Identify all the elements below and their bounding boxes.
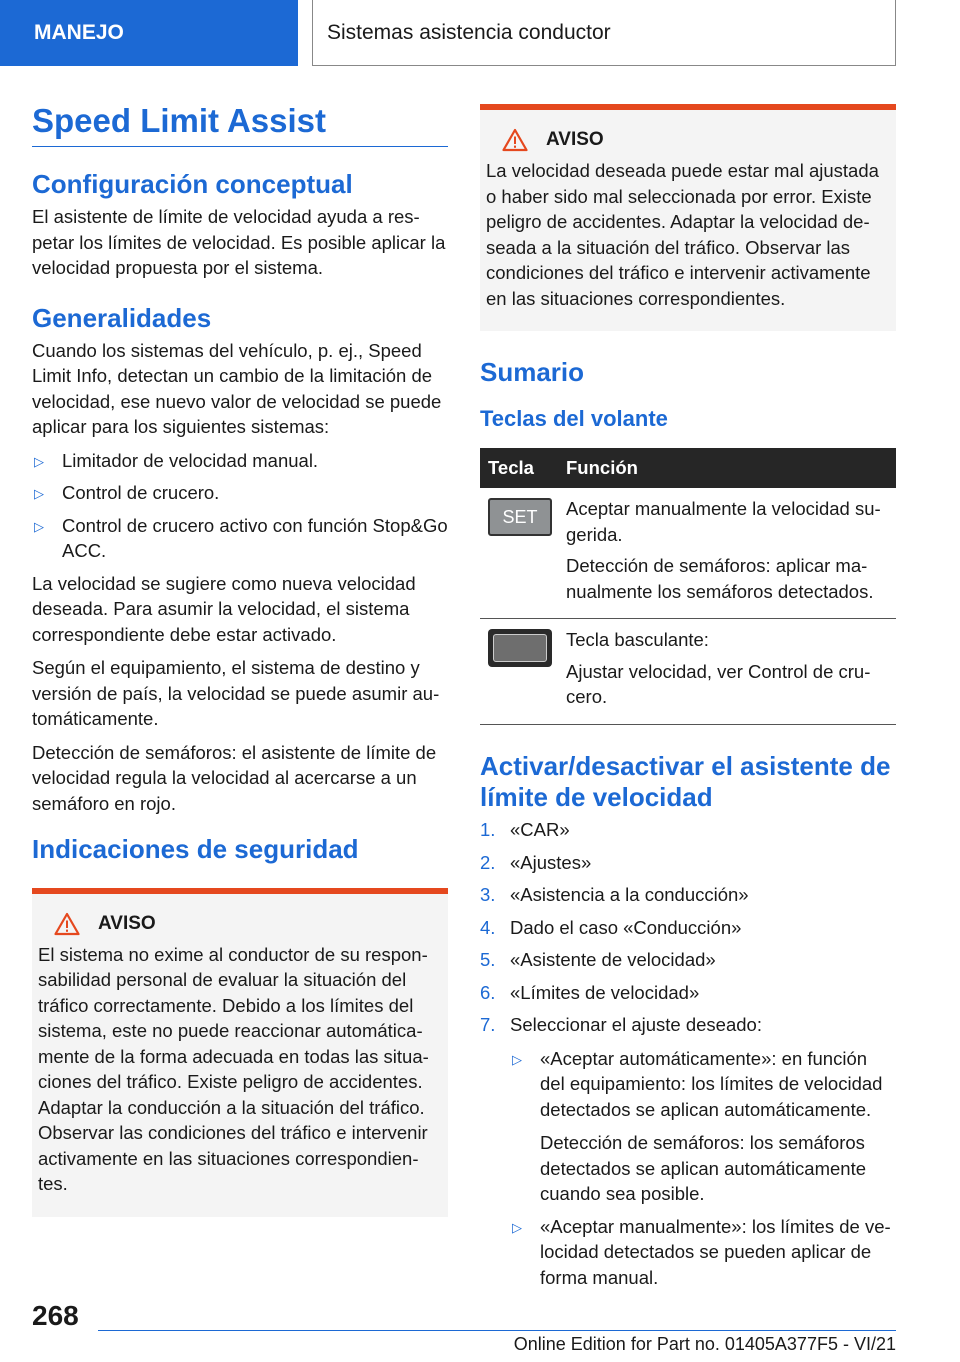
column-header-key: Tecla <box>480 448 558 488</box>
page-title: Speed Limit Assist <box>32 102 448 147</box>
general-p2: Según el equipamiento, el sistema de destino y versión de país, la velocidad se puede asumir automáticamente. <box>32 657 440 730</box>
list-item: ▷ Control de crucero. <box>32 480 448 506</box>
function-text: Tecla basculante: <box>566 629 709 651</box>
wheel-keys-heading: Teclas del volante <box>480 406 668 432</box>
table-row <box>480 488 896 619</box>
warning-text: El sistema no exime al conductor de su responsabilidad personal de evaluar la situación del tráfico correctamente. Debido a los límites del sistema, este no puede reaccionar automáticamente de la forma adecuada en todas las situaciones del tráfico. Existe peligro de accidentes. Adaptar la conducción a la situación del tráfico. Observar las condiciones del tráfico e intervenir activamente en las situaciones correspondientes. <box>38 943 429 1195</box>
steps-list <box>480 817 896 1290</box>
list-item: ▷ Limitador de velocidad manual. <box>32 448 448 474</box>
triangle-bullet-icon: ▷ <box>512 1051 522 1067</box>
column-header-function: Función <box>558 448 896 488</box>
list-item: 7. Seleccionar el ajuste deseado: ▷ «Aceptar automáticamente»: en función del equipamiento: los límites de velocidad detectados se aplican automáticamente. Detección de semáforos: los semáforos detectados se aplican automáticamente cuando sea posible. ▷ «Aceptar manualmente»: los límites de velocidad detectados se pueden aplicar de forma manual. <box>480 1012 896 1290</box>
table-header-row <box>480 448 896 488</box>
warning-header <box>486 128 890 152</box>
option-detail: Detección de semáforos: los semáforos detectados se aplican automáticamente cuando sea posible. <box>540 1132 867 1205</box>
warning-text: La velocidad deseada puede estar mal ajustada o haber sido mal seleccionada por error. Existe peligro de accidentes. Adaptar la velocidad deseada a la situación del tráfico. Observar las condiciones del tráfico e intervenir activamente en las situaciones correspondientes. <box>486 160 879 309</box>
function-text: Detección de semáforos: aplicar manualmente los semáforos detectados. <box>566 555 874 602</box>
key-cell <box>480 619 558 725</box>
list-item: 2. «Ajustes» <box>480 851 592 873</box>
triangle-bullet-icon: ▷ <box>34 518 44 534</box>
list-item: ▷ «Aceptar manualmente»: los límites de velocidad detectados se pueden aplicar de forma manual. <box>512 1215 891 1288</box>
function-text: Aceptar manualmente la velocidad sugerida. <box>566 498 881 545</box>
list-item: 1. «CAR» <box>480 819 570 841</box>
chapter-title: Sistemas asistencia conductor <box>312 0 896 66</box>
concept-text: El asistente de límite de velocidad ayuda a respetar los límites de velocidad. Es posible aplicar la velocidad propuesta por el sistema. <box>32 206 446 279</box>
list-item: 3. «Asistencia a la conducción» <box>480 884 749 906</box>
function-text: Ajustar velocidad, ver Control de crucero. <box>566 660 871 708</box>
list-item: 6. «Límites de velocidad» <box>480 981 700 1003</box>
warning-triangle-icon <box>502 128 528 152</box>
rocker-switch-icon <box>488 629 552 667</box>
warning-triangle-icon <box>54 912 80 936</box>
list-item: ▷ «Aceptar automáticamente»: en función del equipamiento: los límites de velocidad detectados se aplican automáticamente. Detección de semáforos: los semáforos detectados se aplican automáticamente cuando sea posible. <box>510 1046 896 1207</box>
right-column <box>480 96 896 1297</box>
section-tab[interactable]: MANEJO <box>0 0 298 66</box>
table-row <box>480 619 896 725</box>
concept-heading: Configuración conceptual <box>32 169 353 199</box>
warning-title: AVISO <box>546 129 604 150</box>
warning-header <box>38 912 442 936</box>
function-cell <box>558 488 896 619</box>
triangle-bullet-icon: ▷ <box>34 453 44 469</box>
settings-options-list <box>510 1046 896 1291</box>
list-item: 4. Dado el caso «Conducción» <box>480 916 742 938</box>
key-cell <box>480 488 558 619</box>
wheel-keys-table <box>480 448 896 725</box>
function-cell <box>558 619 896 725</box>
activate-heading: Activar/desactivar el asistente de límite de velocidad <box>480 750 891 812</box>
warning-box <box>32 888 448 1217</box>
general-p1: La velocidad se sugiere como nueva velocidad deseada. Para asumir la velocidad, el sistema correspondiente debe estar activado. <box>32 572 416 645</box>
systems-list <box>32 448 448 564</box>
set-button-icon: SET <box>488 498 552 536</box>
left-column <box>32 96 448 1217</box>
general-p3: Detección de semáforos: el asistente de límite de velocidad regula la velocidad al acercarse a un semáforo en rojo. <box>32 741 437 814</box>
triangle-bullet-icon: ▷ <box>512 1219 522 1235</box>
triangle-bullet-icon: ▷ <box>34 486 44 502</box>
edition-footer: Online Edition for Part no. 01405A377F5 - VI/21 <box>513 1334 896 1354</box>
warning-box <box>480 104 896 331</box>
summary-heading: Sumario <box>480 357 585 387</box>
page-number: 268 <box>32 1300 79 1331</box>
footer-divider <box>98 1330 896 1331</box>
safety-heading: Indicaciones de seguridad <box>32 834 359 865</box>
list-item: ▷ Control de crucero activo con función Stop&Go ACC. <box>34 514 448 562</box>
list-item: 5. «Asistente de velocidad» <box>480 949 716 971</box>
general-heading: Generalidades <box>32 302 212 333</box>
general-intro: Cuando los sistemas del vehículo, p. ej., Speed Limit Info, detectan un cambio de la limitación de velocidad, ese nuevo valor de velocidad se puede aplicar para los siguientes sistemas: <box>32 339 442 438</box>
warning-title: AVISO <box>98 912 156 934</box>
